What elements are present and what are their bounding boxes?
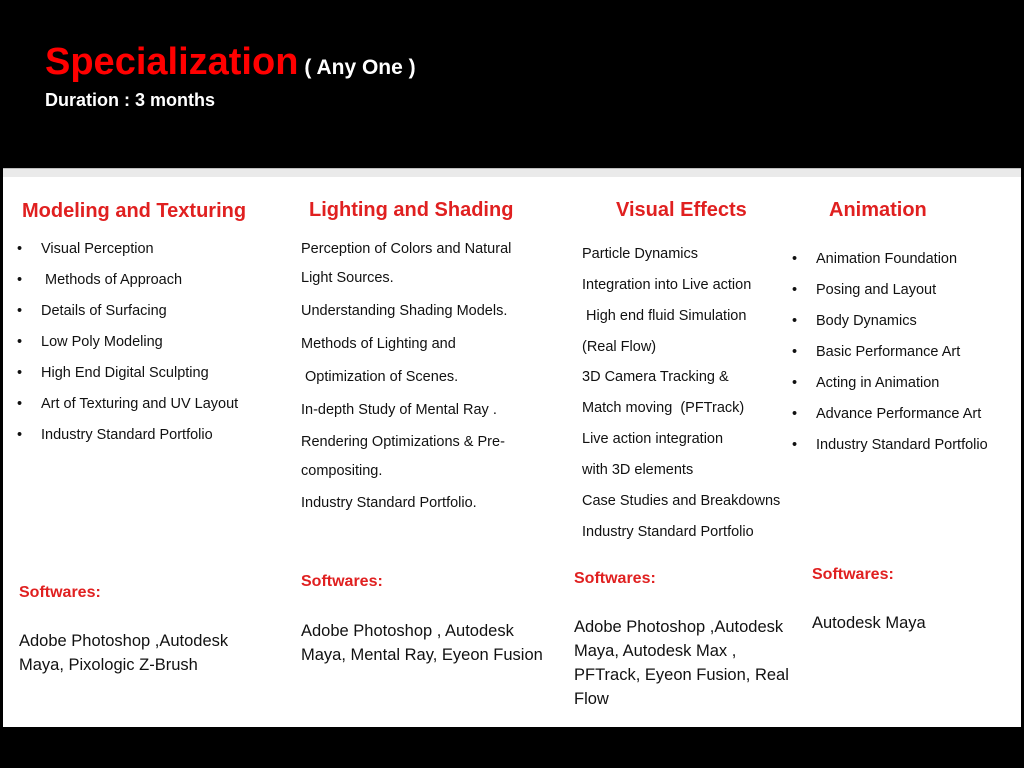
column-lighting — [309, 199, 513, 222]
slide — [3, 3, 1021, 765]
list-item: • Visual Perception — [41, 241, 291, 272]
list-item: Integration into Live action — [582, 277, 752, 293]
list-item: Light Sources. — [301, 270, 394, 286]
list-item: • Industry Standard Portfolio — [816, 437, 1016, 468]
list-item: with 3D elements — [582, 462, 694, 478]
list-item: • Art of Texturing and UV Layout — [41, 396, 291, 427]
duration-text: Duration : 3 months — [45, 90, 215, 110]
softwares-text: Adobe Photoshop , Autodesk Maya, Mental Ray, Eyeon Fusion — [301, 622, 543, 664]
header-band — [3, 3, 1021, 168]
footer-band — [3, 727, 1021, 765]
list-item: • Advance Performance Art — [816, 406, 1016, 437]
column-heading: Visual Effects — [616, 199, 747, 221]
vfx-topic-list — [582, 246, 812, 555]
list-item: • Details of Surfacing — [41, 303, 291, 334]
header-divider — [3, 168, 1021, 177]
list-item: (Real Flow) — [582, 339, 657, 355]
list-item: • High End Digital Sculpting — [41, 365, 291, 396]
list-item: Methods of Lighting and — [301, 336, 456, 352]
modeling-topic-list — [41, 241, 291, 458]
list-item: Industry Standard Portfolio — [582, 524, 754, 540]
list-item: Perception of Colors and Natural — [301, 241, 512, 257]
list-item: • Animation Foundation — [816, 251, 1016, 282]
softwares-label: Softwares: — [301, 573, 383, 590]
softwares-label: Softwares: — [574, 570, 656, 587]
column-heading: Animation — [829, 199, 927, 221]
list-item: Industry Standard Portfolio. — [301, 495, 477, 511]
softwares-label: Softwares: — [812, 566, 894, 583]
list-item: • Basic Performance Art — [816, 344, 1016, 375]
list-item: In-depth Study of Mental Ray . — [301, 402, 497, 418]
list-item: • Low Poly Modeling — [41, 334, 291, 365]
column-modeling — [22, 200, 246, 223]
list-item: Particle Dynamics — [582, 246, 699, 262]
list-item: compositing. — [301, 463, 383, 479]
column-heading: Modeling and Texturing — [22, 200, 247, 222]
list-item: Optimization of Scenes. — [301, 369, 459, 385]
list-item: • Acting in Animation — [816, 375, 1016, 406]
softwares-label: Softwares: — [19, 584, 101, 601]
list-item: • Posing and Layout — [816, 282, 1016, 313]
list-item: Understanding Shading Models. — [301, 303, 508, 319]
list-item: • Industry Standard Portfolio — [41, 427, 291, 458]
softwares-text: Autodesk Maya — [812, 614, 926, 632]
column-visual-effects — [616, 199, 747, 222]
title-line — [45, 41, 416, 84]
page-subtitle: ( Any One ) — [304, 56, 416, 79]
animation-topic-list — [816, 251, 1016, 468]
list-item: • Body Dynamics — [816, 313, 1016, 344]
list-item: Live action integration — [582, 431, 724, 447]
list-item: Match moving (PFTrack) — [582, 400, 745, 416]
softwares-text: Adobe Photoshop ,Autodesk Maya, Autodesk Max , PFTrack, Eyeon Fusion, Real Flow — [574, 618, 789, 708]
list-item: 3D Camera Tracking & — [582, 369, 729, 385]
softwares-text: Adobe Photoshop ,Autodesk Maya, Pixologic Z-Brush — [19, 632, 229, 674]
page-title: Specialization — [45, 41, 299, 83]
list-item: High end fluid Simulation — [582, 308, 747, 324]
column-animation — [829, 199, 927, 222]
list-item: Case Studies and Breakdowns — [582, 493, 781, 509]
list-item: • Methods of Approach — [41, 272, 291, 303]
list-item: Rendering Optimizations & Pre- — [301, 434, 505, 450]
lighting-topic-list — [301, 241, 551, 525]
column-heading: Lighting and Shading — [309, 199, 514, 221]
